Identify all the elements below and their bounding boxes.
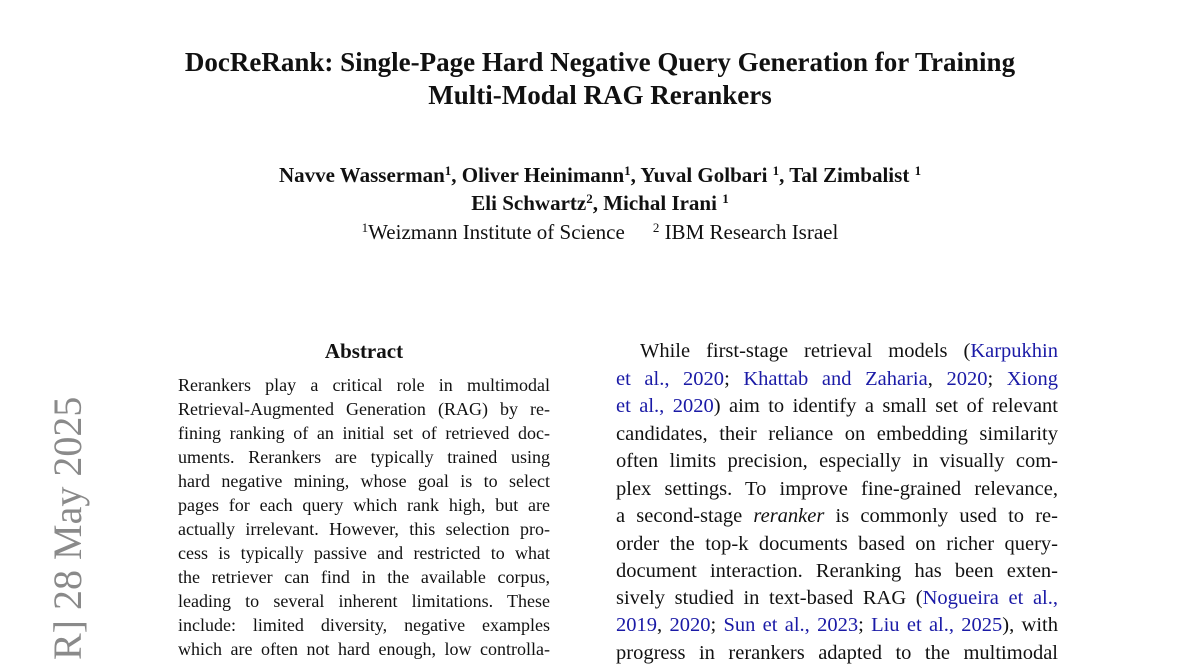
intro-text: While first-stage retrieval models ( [640,340,971,362]
emphasized-term: reranker [753,505,825,527]
citation-link[interactable]: et al., 2020 [616,395,714,417]
intro-text: ; [987,368,1007,390]
author-line-1: Navve Wasserman$^1$, Oliver Heinimann$^1$, Yuval Golbari $^1$, Tal Zimbalist $^1$ [278,163,922,187]
citation-link[interactable]: Xiong [1006,368,1058,390]
intro-line [616,585,1058,612]
intro-text: a second-stage [616,505,754,527]
intro-line [616,338,1058,365]
intro-text: ; [724,368,744,390]
author-affiliation-mark: 1 [444,163,452,178]
abstract-line: Rerankers play a critical role in multimodal [178,375,550,395]
citation-link[interactable]: et al., 2020 [616,368,725,390]
title-line-2: Multi-Modal RAG Rerankers [428,80,772,110]
title-line-1: DocReRank: Single-Page Hard Negative Query Generation for Training [184,47,1016,77]
abstract-line: actually irrelevant. However, this selection pro- [178,519,550,539]
citation-link[interactable]: Liu et al., 2025 [871,614,1003,636]
intro-text: ), with [1002,614,1058,636]
abstract-line: Retrieval-Augmented Generation (RAG) by re- [178,399,550,419]
abstract-line: the retriever can find in the available corpus, [178,567,550,587]
intro-line [616,366,1058,393]
author-affiliation-mark: 1 [914,163,922,178]
intro-line: candidates, their reliance on embedding similarity [616,423,1058,445]
intro-text: ; [858,614,872,636]
abstract-line: leading to several inherent limitations. These [178,591,550,611]
intro-line: plex settings. To improve fine-grained relevance, [616,478,1058,500]
arxiv-stamp: R] 28 May 2025 [45,396,90,660]
intro-text: , [927,368,947,390]
affiliations [100,218,1100,246]
abstract-heading: Abstract [324,339,404,363]
citation-link[interactable]: Sun et al., 2023 [723,614,859,636]
intro-line [616,612,1058,639]
intro-line: progress in rerankers adapted to the multimodal [616,642,1058,664]
author-name: Eli Schwartz [471,191,587,215]
author-affiliation-mark: 1 [624,163,631,178]
author-affiliation-mark: 2 [586,191,593,206]
abstract-line: cess is typically passive and restricted to what [178,543,550,563]
abstract-line: pages for each query which rank high, but are [178,495,550,515]
affiliation-number: 2 [652,220,660,235]
intro-text: sively studied in text-based RAG ( [616,587,923,609]
intro-text: ) aim to identify a small set of relevant [713,395,1058,417]
citation-link[interactable]: Nogueira et al., [922,587,1058,609]
author-name: Navve Wasserman [278,163,445,187]
author-name: Oliver Heinimann [461,163,625,187]
affiliation-number: 1 [361,220,369,235]
intro-line: often limits precision, especially in visually com- [616,450,1058,472]
author-name: Yuval Golbari [640,163,768,187]
citation-link[interactable]: 2019 [616,614,657,636]
intro-text: ; [710,614,724,636]
abstract-line: which are often not hard enough, low controlla- [178,639,550,659]
intro-line [616,393,1058,420]
author-affiliation-mark: 1 [772,163,780,178]
intro-text: , [657,614,670,636]
abstract-line: hard negative mining, whose goal is to select [178,471,550,491]
paper-title [100,46,1100,112]
abstract-line: include: limited diversity, negative examples [178,615,550,635]
author-line-2: Eli Schwartz$^2$, Michal Irani $^1$ [471,191,729,215]
abstract-line: uments. Rerankers are typically trained using [178,447,550,467]
author-affiliation-mark: 1 [722,191,729,206]
author-name: Michal Irani [603,191,717,215]
intro-line: document interaction. Reranking has been exten- [616,560,1058,582]
author-name: Tal Zimbalist [789,163,910,187]
intro-line: order the top-k documents based on richer query- [616,533,1058,555]
citation-link[interactable]: 2020 [669,614,711,636]
affiliation-name: Weizmann Institute of Science [368,220,625,244]
author-list [100,161,1100,217]
citation-link[interactable]: 2020 [946,368,988,390]
affiliation-name: IBM Research Israel [664,220,839,244]
intro-line [616,503,1058,530]
citation-link[interactable]: Khattab and Zaharia [743,368,928,390]
intro-text: is commonly used to re- [824,505,1058,527]
abstract-line: fining ranking of an initial set of retrieved doc- [178,423,550,443]
citation-link[interactable]: Karpukhin [970,340,1058,362]
